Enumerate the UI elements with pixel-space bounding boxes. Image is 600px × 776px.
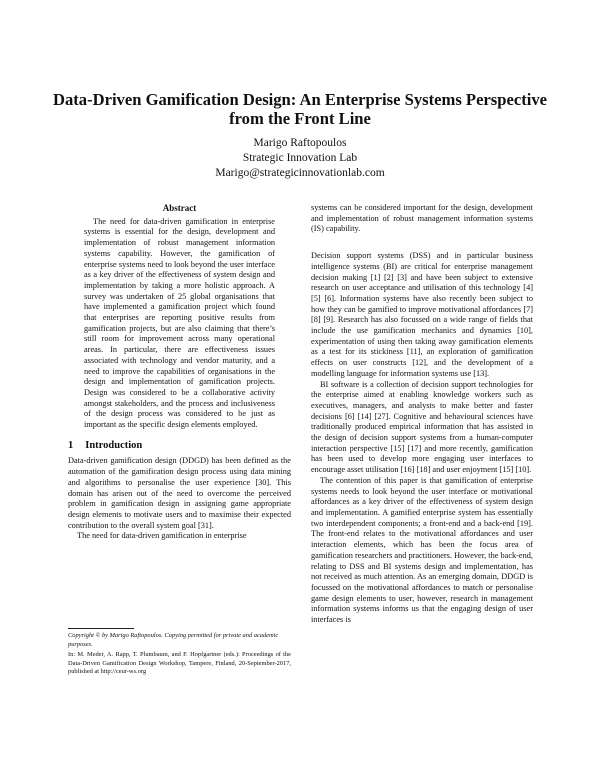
intro-paragraph-2-continuation: systems can be considered important for the design, development and implementation of robust management information systems (IS) capability. bbox=[311, 203, 533, 234]
intro-paragraph-2-start: The need for data-driven gamification in enterprise bbox=[77, 531, 247, 541]
author-affiliation: Strategic Innovation Lab bbox=[242, 152, 358, 164]
abstract-text: The need for data-driven gamification in enterprise systems is essential for the design, development and implementation of robust management information systems capability. However, the gamification of enterprise systems need to look beyond the user interface as a key driver of the effectiveness of system design and implementation by taking a more holistic approach. A survey was undertaken of 25 global organisations that have implemented a gamification project which found that enterprises are reporting positive results from gamification projects, but are also claiming that there’s still room for improvement across many operational areas. In particular, there are effectiveness issues associated with technology and vendor maturity, and a need to improve the capabilities of organisations in the design and implementation of gamification projects. Design was considered to be a collaborative activity amongst stakeholders, and the process and inclusiveness of the design process was considered to be just as important as the specific design elements employed. bbox=[84, 216, 275, 430]
section-heading-introduction bbox=[68, 441, 291, 452]
paper-title: Data-Driven Gamification Design: An Enterprise Systems Perspective from the Front Line bbox=[52, 90, 548, 128]
section-number: 1 bbox=[68, 439, 74, 451]
left-column bbox=[68, 203, 291, 542]
right-column bbox=[311, 203, 533, 626]
footnote-rule bbox=[68, 628, 134, 629]
paragraph-contention: The contention of this paper is that gamification of enterprise systems needs to look beyond the user interface or motivational affordances as a key driver of the effectiveness of system design and implementation. A gamified enterprise system has essentially two interdependent components; a front-end and a back-end [19]. The front-end relates to the motivational affordances and user interaction elements, which has been the focus area of gamification researchers and practitioners. However, the back-end, relating to DSS and BI systems design and implementation, has not received as much attention. As an emerging domain, DDGD is focussed on the motivational affordances to match or personalise game design elements to user, however, research in management information systems informs us that the engaging design of user interfaces is bbox=[311, 475, 533, 625]
author-block bbox=[100, 136, 500, 181]
abstract-heading: Abstract bbox=[162, 203, 197, 213]
paragraph-dss: Decision support systems (DSS) and in particular business intelligence systems (BI) are critical for enterprise management decision making [1] [2] [3] and have been subject to extensive research on user acceptance and utilisation of this technology [4] [5] [6]. Information systems have also recently been subject to how they can be gamified to improve motivational affordances [7] [8] [9]. Research has also focussed on a wide range of fields that include the use gamification mechanics and dynamics [10], experimentation of using then taking away gamification elements as a test for its stickiness [11], an exploration of gamification effects on user constructs [12], and the development of a modelling language for information systems use [13]. bbox=[311, 251, 533, 378]
footnote-copyright: Copyright © by Marigo Raftopoulos. Copying permitted for private and academic purposes. bbox=[68, 632, 279, 648]
footnote bbox=[68, 628, 291, 677]
author-email: Marigo@strategicinnovationlab.com bbox=[215, 167, 385, 179]
section-title: Introduction bbox=[85, 439, 143, 451]
author-name: Marigo Raftopoulos bbox=[253, 137, 347, 149]
footnote-citation: In: M. Meder, A. Rapp, T. Plumbaum, and F. Hopfgartner (eds.): Proceedings of the Data-Driven Gamification Design Workshop, Tampere, Finland, 20-September-2017, published at http://ceur-ws.org bbox=[68, 651, 291, 676]
paragraph-bi: BI software is a collection of decision support technologies for the enterprise aimed at enabling knowledge workers such as executives, managers, and analysts to make better and faster decisions [6] [14] [27]. Cognitive and behavioural sciences have traditionally produced empirical information that has assisted in the design of decision support systems from a human-computer interaction perspective [15] [17] and more recently, gamification has been used to develop more engaging user interfaces to encourage asset utilisation [16] [18] and user enjoyment [15] [10]. bbox=[311, 379, 533, 475]
intro-paragraph-1: Data-driven gamification design (DDGD) has been defined as the automation of the gamification design process using data mining and algorithms to personalise the user experience [30]. This domain has arisen out of the need to overcome the perceived problem in gamification design in assigning game appropriate design elements to motivate users and to maximise their expected contribution to the overall system goal [31]. bbox=[68, 456, 291, 530]
